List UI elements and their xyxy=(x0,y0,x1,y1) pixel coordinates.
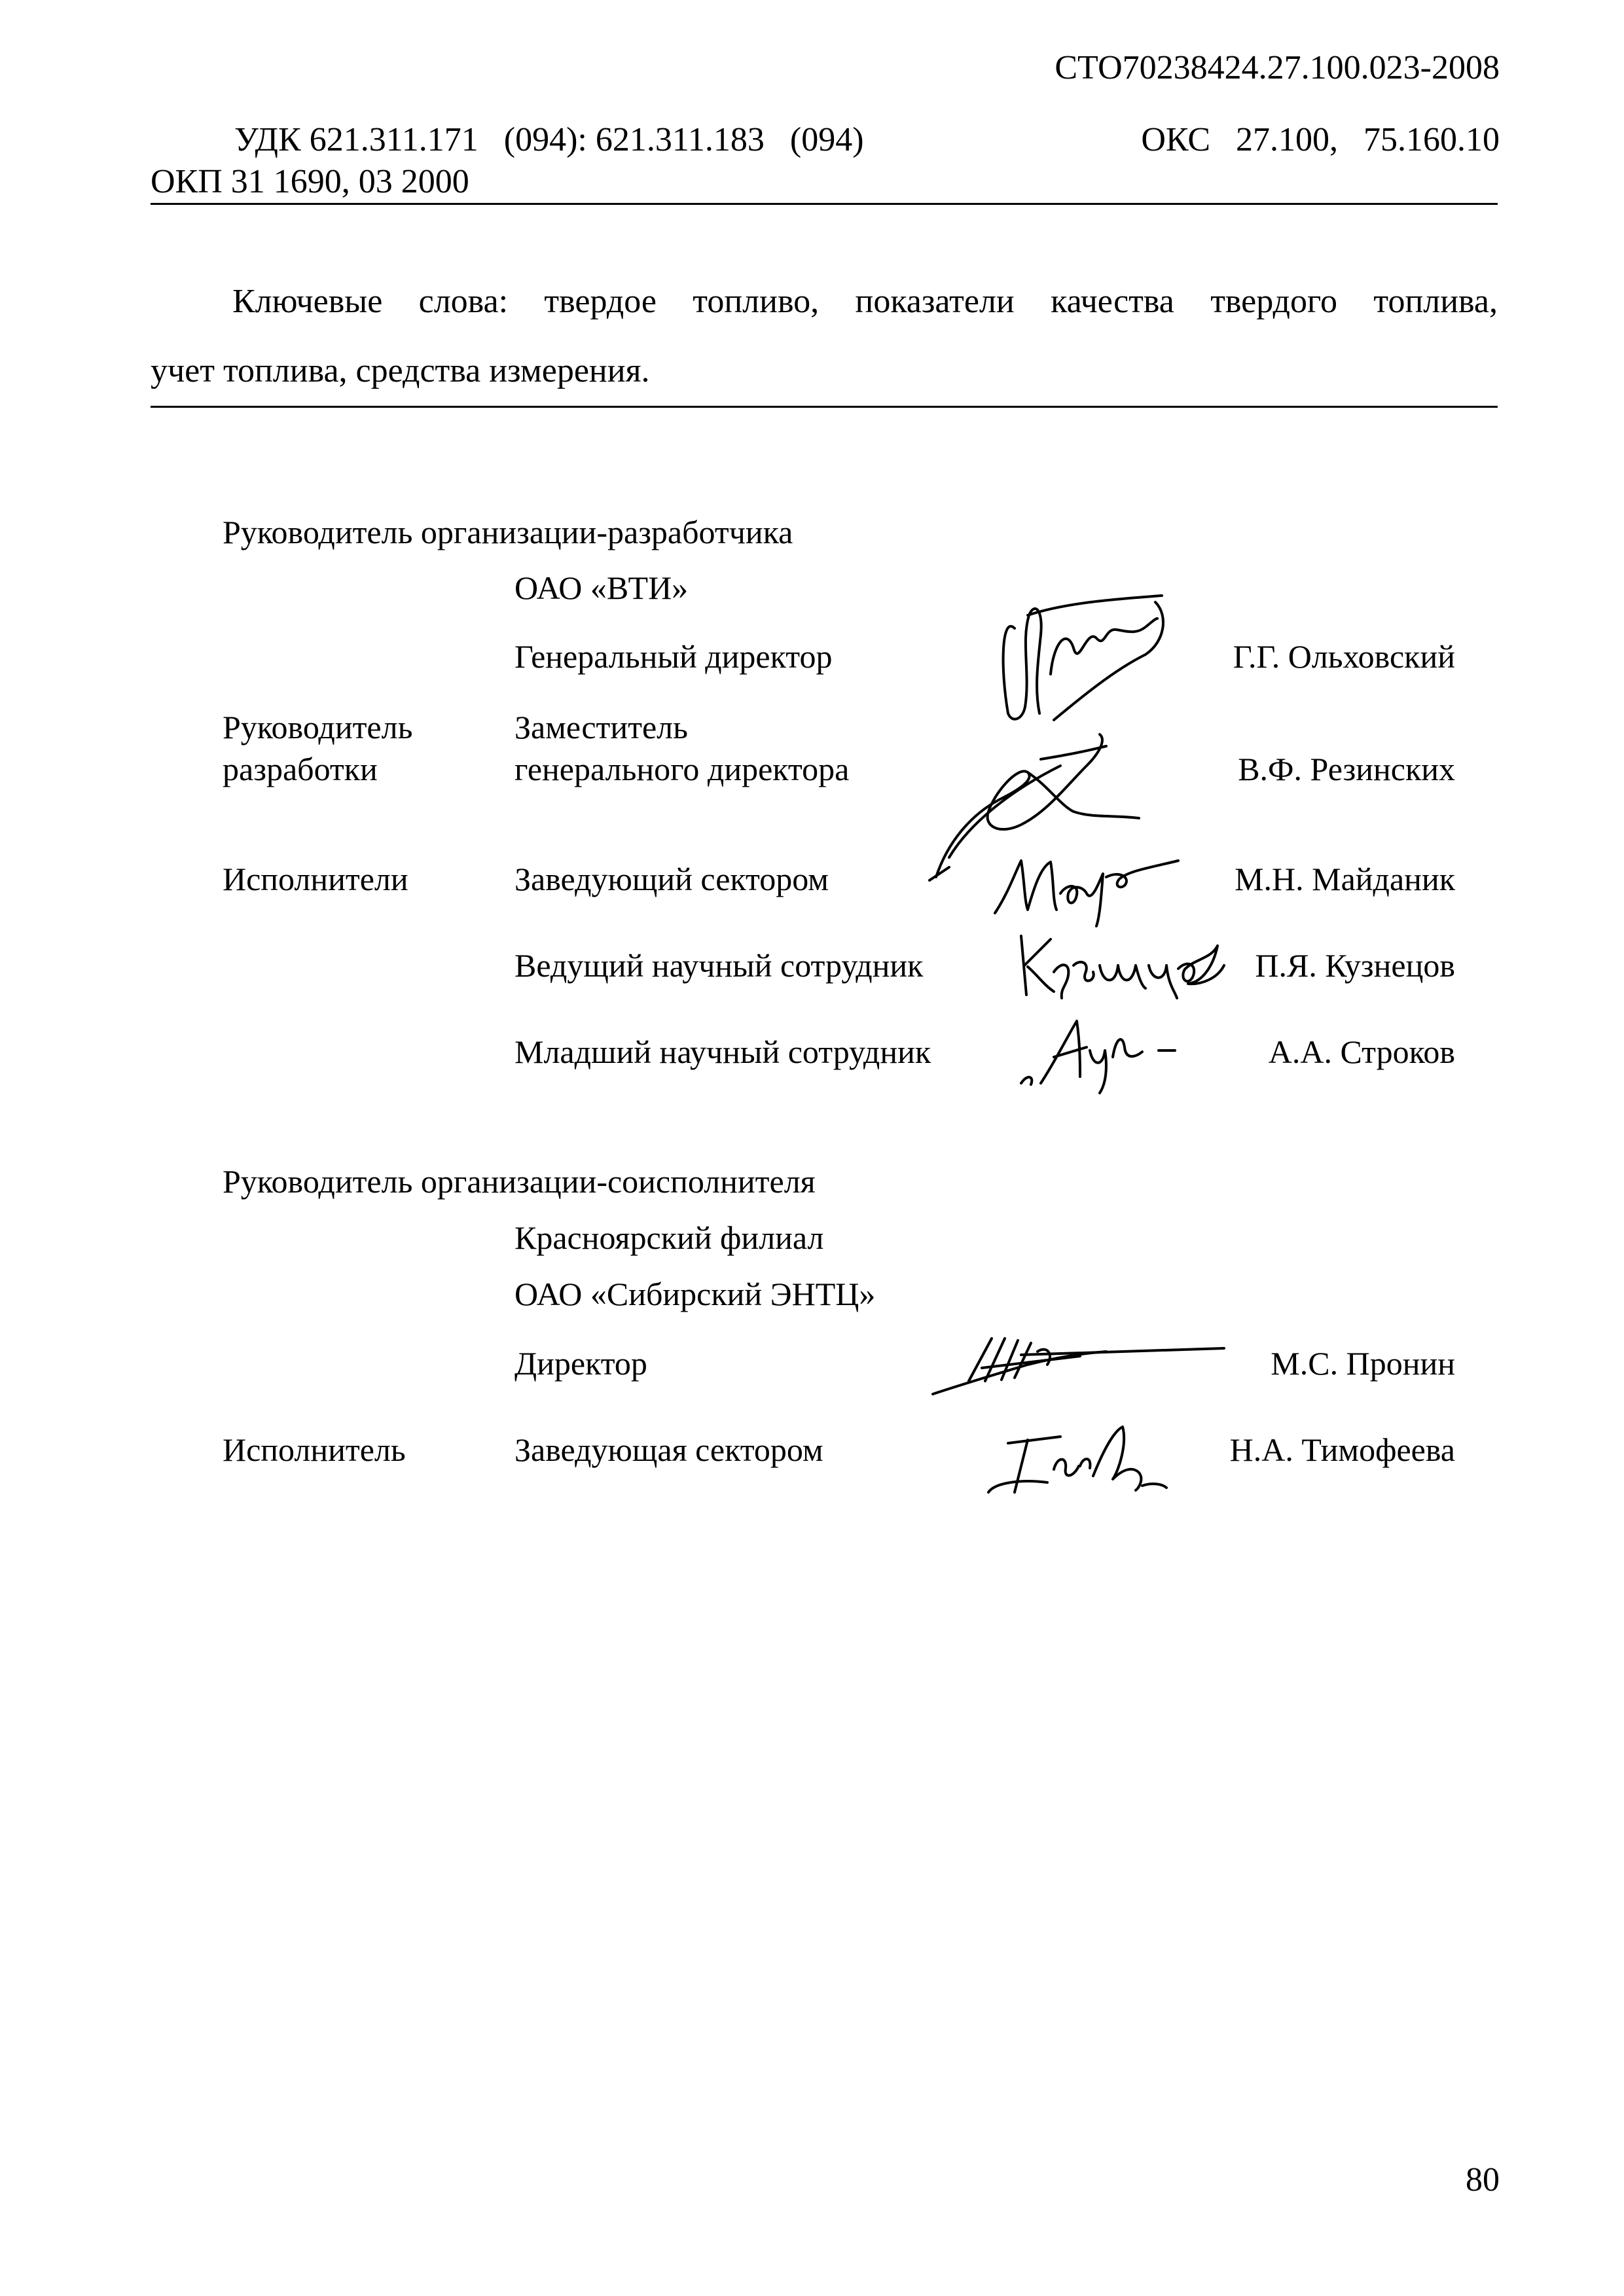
okp-code: ОКП 31 1690, 03 2000 xyxy=(151,163,469,200)
name-maidanik: М.Н. Майданик xyxy=(1235,861,1455,897)
position-deputy-line-2: генерального директора xyxy=(514,751,850,787)
position-sector-head: Заведующий сектором xyxy=(514,861,829,897)
header-divider xyxy=(151,203,1498,205)
position-deputy-line-1: Заместитель xyxy=(514,709,688,745)
position-sector-head-female: Заведующая сектором xyxy=(514,1431,823,1468)
developer-organization: ОАО «ВТИ» xyxy=(514,569,689,606)
developer-heading: Руководитель организации-разработчика xyxy=(223,514,793,550)
coexecutor-organization-line-2: ОАО «Сибирский ЭНТЦ» xyxy=(514,1276,876,1312)
signature-kuznetsov xyxy=(1008,926,1231,1005)
signature-olkhovsky xyxy=(988,589,1185,733)
coexecutor-heading: Руководитель организации-соисполнителя xyxy=(223,1163,816,1200)
keywords-line-2: учет топлива, средства измерения. xyxy=(151,352,650,389)
oks-code: ОКС 27.100, 75.160.10 xyxy=(1141,121,1500,158)
role-lead-line-2: разработки xyxy=(223,751,378,787)
udk-code: УДК 621.311.171 (094): 621.311.183 (094) xyxy=(234,121,864,158)
name-timofeeva: Н.А. Тимофеева xyxy=(1229,1431,1455,1468)
coexecutor-organization-line-1: Красноярский филиал xyxy=(514,1219,824,1256)
role-executors: Исполнители xyxy=(223,861,408,897)
keywords-line-1: Ключевые слова: твердое топливо, показатели качества твердого топлива, xyxy=(232,283,1498,320)
name-pronin: М.С. Пронин xyxy=(1271,1345,1455,1382)
signature-timofeeva xyxy=(975,1417,1172,1502)
name-rezinskikh: В.Ф. Резинских xyxy=(1238,751,1455,787)
position-lead-researcher: Ведущий научный сотрудник xyxy=(514,947,924,984)
page-number: 80 xyxy=(1466,2161,1500,2198)
name-kuznetsov: П.Я. Кузнецов xyxy=(1255,947,1455,984)
role-lead-line-1: Руководитель xyxy=(223,709,413,745)
document-code: СТО70238424.27.100.023-2008 xyxy=(1055,49,1500,86)
position-junior-researcher: Младший научный сотрудник xyxy=(514,1033,931,1070)
name-olkhovsky: Г.Г. Ольховский xyxy=(1233,638,1455,675)
keywords-block xyxy=(151,267,1498,406)
signature-maidanik xyxy=(988,848,1185,920)
signature-strokov xyxy=(1015,1011,1185,1096)
position-director: Директор xyxy=(514,1345,647,1382)
position-general-director: Генеральный директор xyxy=(514,638,833,675)
name-strokov: А.А. Строков xyxy=(1268,1033,1455,1070)
signature-pronin xyxy=(923,1329,1231,1407)
role-executor: Исполнитель xyxy=(223,1431,406,1468)
keywords-divider xyxy=(151,406,1498,408)
